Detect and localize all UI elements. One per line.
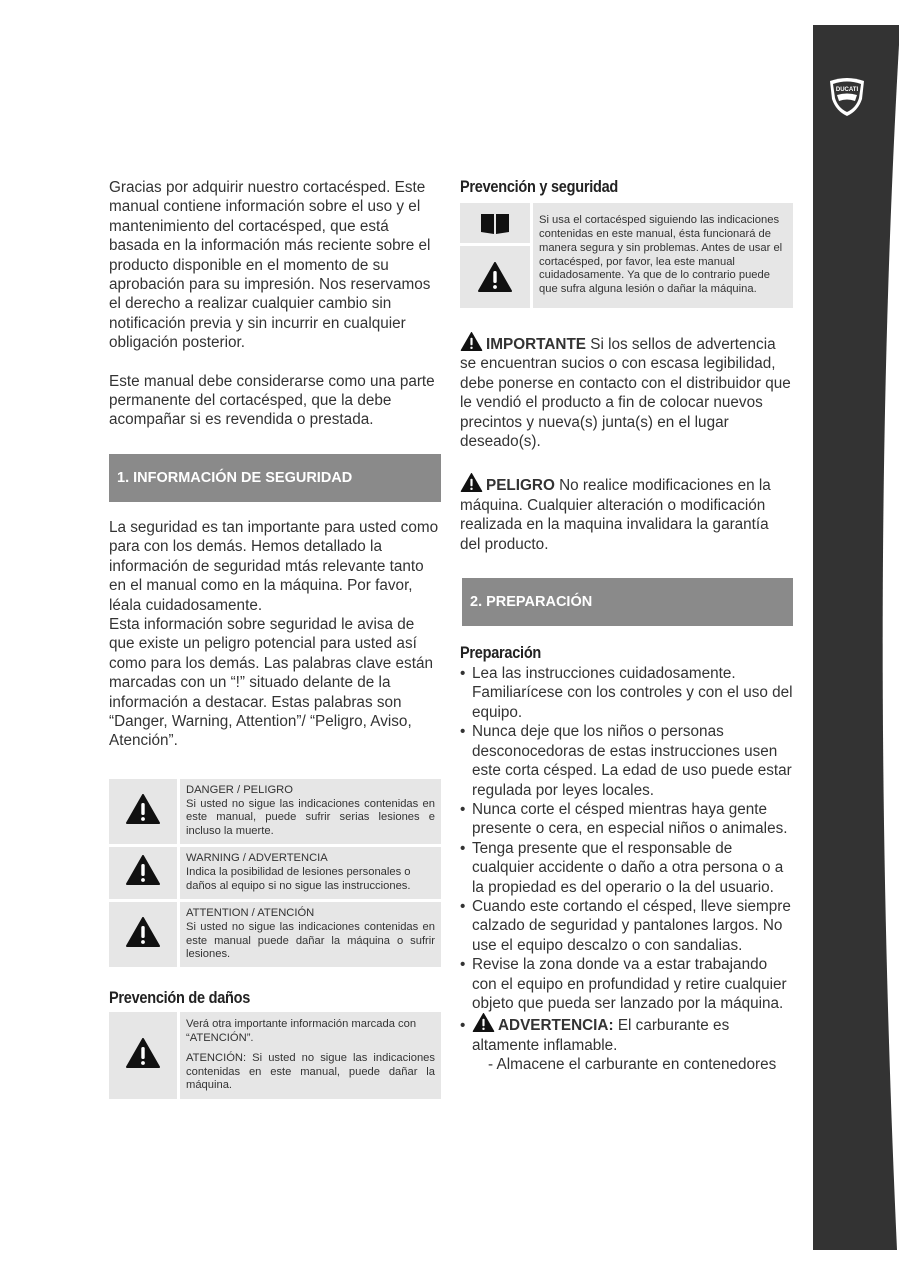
warning-level-title: WARNING / ADVERTENCIA xyxy=(186,852,328,865)
warning-triangle-icon xyxy=(109,845,179,900)
book-icon xyxy=(460,203,530,246)
damage-prevention-text-1: Verá otra importante información marcada con “ATENCIÓN”. xyxy=(186,1018,417,1044)
list-item: • Cuando este cortando el césped, lleve siempre calzado de seguridad y pantalones largos. No use el equipo descalzo o con sandalias. xyxy=(460,897,791,954)
prevention-row xyxy=(460,203,793,308)
warning-level-text-cell xyxy=(179,900,442,967)
damage-prevention-heading: Prevención de daños xyxy=(109,989,251,1008)
list-item: • Nunca deje que los niños o personas desconocedoras de estas instrucciones usen este corta césped. La edad de uso puede estar regulada por leyes locales. xyxy=(460,723,792,799)
prevention-heading: Prevención y seguridad xyxy=(460,178,619,196)
side-band xyxy=(813,25,899,1250)
intro-paragraph-2: Este manual debe considerarse como una parte permanente del cortacésped, que la debe acompañar si es revendida o prestada. xyxy=(109,372,435,429)
right-column xyxy=(460,178,793,1075)
damage-prevention-row xyxy=(109,1012,441,1099)
damage-prevention-table xyxy=(109,1012,441,1099)
warning-triangle-icon xyxy=(460,473,483,492)
fuel-warning-text: El carburante es altamente inflamable. xyxy=(472,1017,730,1054)
section-2-title: 2. PREPARACIÓN xyxy=(462,578,793,626)
danger-text: No realice modificaciones en la máquina. Cualquier alteración o modificación realizada en la maquina invalidara la garantía del producto. xyxy=(460,477,771,553)
list-item-warning: • ADVERTENCIA: El carburante es altamente inflamable. xyxy=(460,1013,793,1055)
prevention-text: Si usa el cortacésped siguiendo las indicaciones contenidas en este manual, ésta funcionará de manera segura y sin problemas. Antes de usar el cortacésped, por favor, lea este manual cuidadosamente. Ya que de lo contrario puede que sufra alguna lesión o dañar la máquina. xyxy=(539,214,783,296)
warning-triangle-icon xyxy=(109,900,179,967)
warning-triangle-icon xyxy=(109,1012,179,1099)
danger-notice xyxy=(460,473,793,554)
prevention-text-cell xyxy=(532,203,794,308)
intro-paragraph-1: Gracias por adquirir nuestro cortacésped. Este manual contiene información sobre el uso y el mantenimiento del cortacésped, que está basada en la información más reciente sobre el producto disponible en el momento de su aprobación para su impresión. Nos reservamos el derecho a realizar cualquier cambio sin notificación previa y sin incurrir en cualquier obligación posterior. xyxy=(109,179,431,352)
warning-levels-table xyxy=(109,779,441,967)
warning-level-row xyxy=(109,845,441,900)
warning-level-row xyxy=(109,779,441,846)
important-text: Si los sellos de advertencia se encuentran sucios o con escasa legibilidad, debe ponerse en contacto con el distribuidor que le vendió el producto a fin de colocar nuevos precintos y nueva(s) junta(s) en el lugar deseado(s). xyxy=(460,336,791,451)
list-item: • Nunca corte el césped mientras haya gente presente o cera, en especial niños o animales. xyxy=(460,800,788,838)
important-label: IMPORTANTE xyxy=(486,336,586,353)
warning-level-text-cell xyxy=(179,779,442,846)
fuel-warning-label: ADVERTENCIA: xyxy=(498,1017,614,1035)
ducati-logo-icon xyxy=(828,77,866,117)
prevention-table xyxy=(460,203,793,308)
section-1-title: 1. INFORMACIÓN DE SEGURIDAD xyxy=(109,454,441,502)
section-1-paragraph-1: La seguridad es tan importante para usted como para con los demás. Hemos detallado la información de seguridad mtás relevante tanto en el manual como en la máquina. Por favor, léala cuidadosamente. xyxy=(109,518,439,614)
warning-level-text: Indica la posibilidad de lesiones personales o daños al equipo si no sigue las instrucciones. xyxy=(186,866,411,892)
list-item: • Lea las instrucciones cuidadosamente. Familiarícese con los controles y con el uso del equipo. xyxy=(460,665,793,721)
important-notice xyxy=(460,332,793,451)
damage-prevention-text-cell xyxy=(179,1012,442,1099)
side-band-curve xyxy=(813,25,899,1250)
section-1-paragraph-2: Esta información sobre seguridad le avisa de que existe un peligro potencial para usted así como para los demás. Las palabras clave están marcadas con un “!” situado delante de la información a destacar. Estas palabras son “Danger, Warning, Attention”/ “Peligro, Aviso, Atención”. xyxy=(109,615,433,750)
warning-level-title: ATTENTION / ATENCIÓN xyxy=(186,906,315,919)
warning-triangle-icon xyxy=(472,1013,495,1032)
warning-level-row xyxy=(109,900,441,967)
warning-level-text: Si usted no sigue las indicaciones contenidas en este manual puede dañar la máquina o sufrir lesiones. xyxy=(186,920,435,961)
list-item: • Tenga presente que el responsable de cualquier accidente o daño a otra persona o a la propiedad es del operario o la del usuario. xyxy=(460,839,784,896)
prevention-icons-cell xyxy=(460,203,532,308)
warning-triangle-icon xyxy=(109,779,179,846)
warning-level-text: Si usted no sigue las indicaciones contenidas en este manual, puede sufrir serias lesiones e incluso la muerte. xyxy=(186,797,435,838)
warning-triangle-icon xyxy=(460,332,483,351)
damage-prevention-text-2: ATENCIÓN: Si usted no sigue las indicaciones contenidas en este manual, puede dañar la máquina. xyxy=(186,1051,435,1092)
warning-level-text-cell xyxy=(179,845,442,900)
preparation-list xyxy=(460,664,793,1055)
danger-label: PELIGRO xyxy=(486,477,555,495)
warning-level-title: DANGER / PELIGRO xyxy=(186,783,293,796)
warning-triangle-icon xyxy=(460,246,530,308)
list-item: • Revise la zona donde va a estar trabajando con el equipo en profundidad y retire cualquier objeto que pueda ser lanzado por la máquina. xyxy=(460,956,787,1012)
fuel-storage-sub-item: - Almacene el carburante en contenedores xyxy=(488,1056,777,1074)
logo-text: DUCATI xyxy=(835,87,859,93)
preparation-heading: Preparación xyxy=(460,644,542,663)
left-column xyxy=(109,178,441,1099)
